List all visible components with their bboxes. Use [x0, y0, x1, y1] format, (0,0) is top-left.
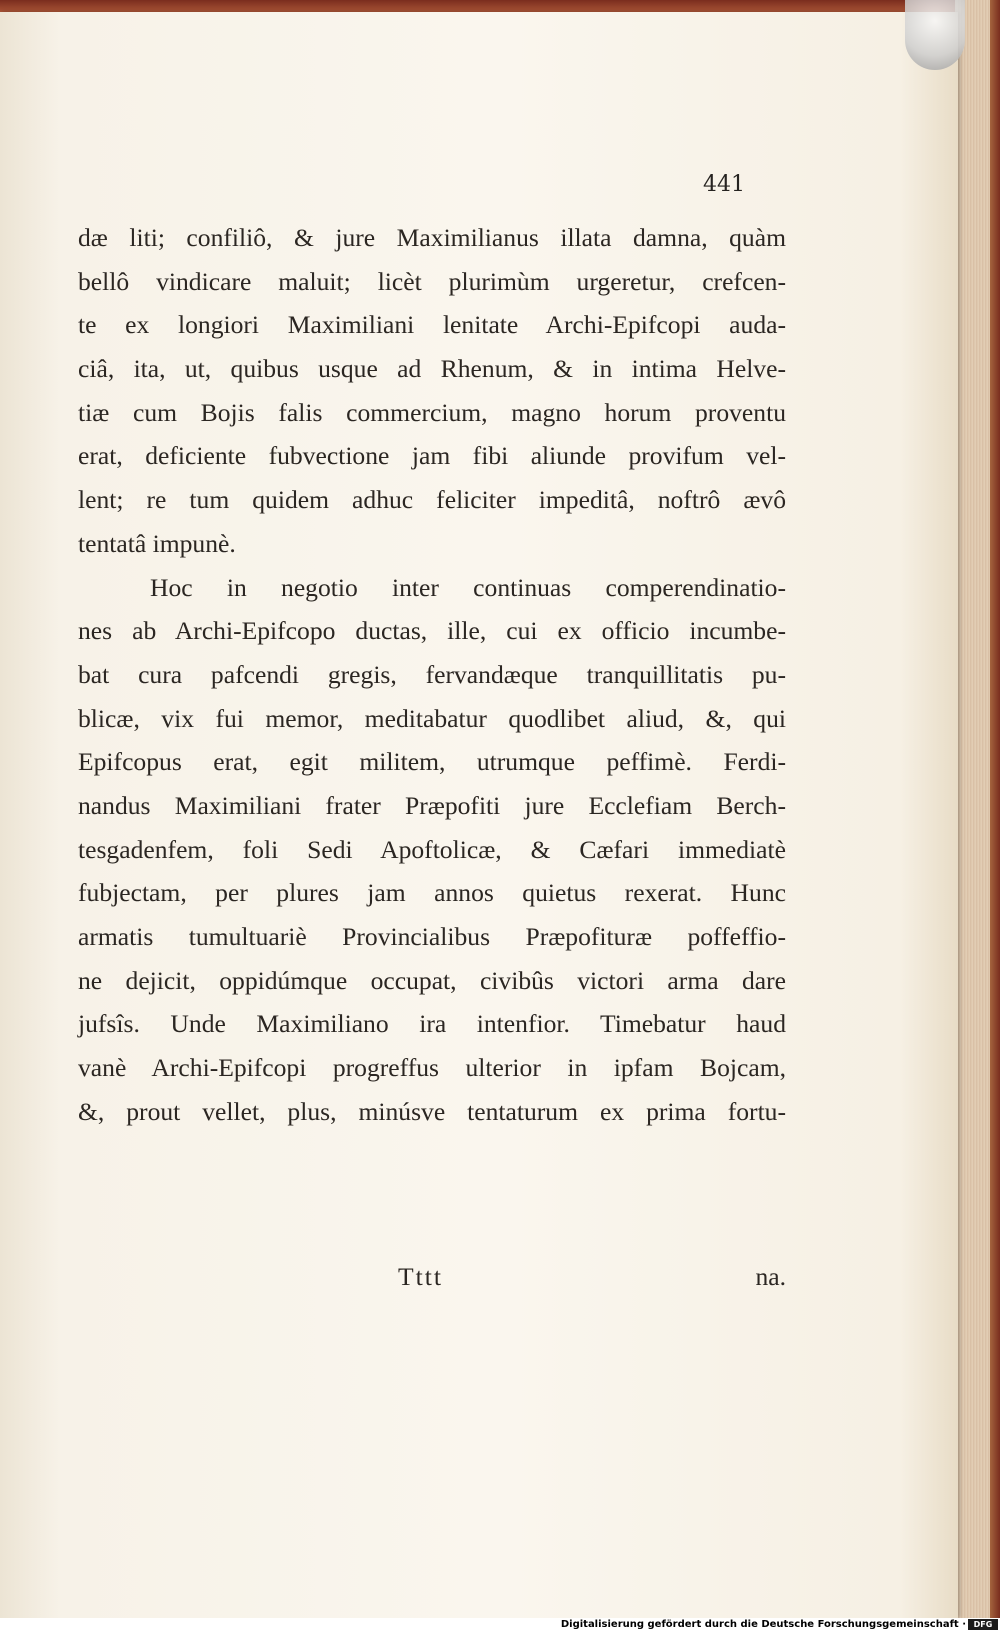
page-clip-icon: [905, 0, 965, 70]
text-line: erat, deficiente fubvectione jam fibi aliunde provifum vel-: [78, 441, 786, 471]
text-line: bellô vindicare maluit; licèt plurimùm urgeretur, crefcen-: [78, 266, 786, 296]
page-footer: [78, 1262, 786, 1302]
text-line: &, prout vellet, plus, minúsve tentaturum ex prima fortu-: [78, 1096, 786, 1126]
text-line: fubjectam, per plures jam annos quietus rexerat. Hunc: [78, 878, 786, 908]
text-line: jufsîs. Unde Maximiliano ira intenfior. Timebatur haud: [78, 1009, 786, 1039]
text-line: ne dejicit, oppidúmque occupat, civibûs victori arma dare: [78, 965, 786, 995]
text-line: nes ab Archi-Epifcopo ductas, ille, cui ex officio incumbe-: [78, 616, 786, 646]
text-line: tesgadenfem, foli Sedi Apoftolicæ, & Cæfari immediatè: [78, 834, 786, 864]
text-line: nandus Maximiliani frater Præpofiti jure Ecclefiam Berch-: [78, 790, 786, 820]
body-text: [78, 216, 786, 1133]
text-line: bat cura pafcendi gregis, fervandæque tranquillitatis pu-: [78, 659, 786, 689]
text-line: te ex longiori Maximiliani lenitate Archi-Epifcopi auda-: [78, 310, 786, 340]
text-line: vanè Archi-Epifcopi progreffus ulterior in ipfam Bojcam,: [78, 1053, 786, 1083]
text-line: lent; re tum quidem adhuc feliciter impeditâ, noftrô ævô: [78, 485, 786, 515]
text-line: armatis tumultuariè Provincialibus Præpofituræ poffeffio-: [78, 922, 786, 951]
funding-credit: Digitalisierung gefördert durch die Deutsche Forschungsgemeinschaft ·: [560, 1619, 966, 1630]
book-cover-edge: [990, 0, 1000, 1618]
dfg-logo: DFG: [968, 1619, 998, 1630]
page-number: 441: [703, 172, 745, 197]
signature-mark: Tttt: [398, 1262, 443, 1291]
text-line: Epifcopus erat, egit militem, utrumque peffimè. Ferdi-: [78, 747, 786, 777]
text-line: ciâ, ita, ut, quibus usque ad Rhenum, & in intima Helve-: [78, 354, 786, 384]
text-line: Hoc in negotio inter continuas comperendinatio-: [150, 572, 786, 602]
catchword: na.: [755, 1262, 786, 1291]
text-line: tentatâ impunè.: [78, 528, 236, 558]
text-line: tiæ cum Bojis falis commercium, magno horum proventu: [78, 397, 786, 427]
text-line: dæ liti; confiliô, & jure Maximilianus illata damna, quàm: [78, 223, 786, 252]
text-line: blicæ, vix fui memor, meditabatur quodlibet aliud, &, qui: [78, 703, 786, 733]
